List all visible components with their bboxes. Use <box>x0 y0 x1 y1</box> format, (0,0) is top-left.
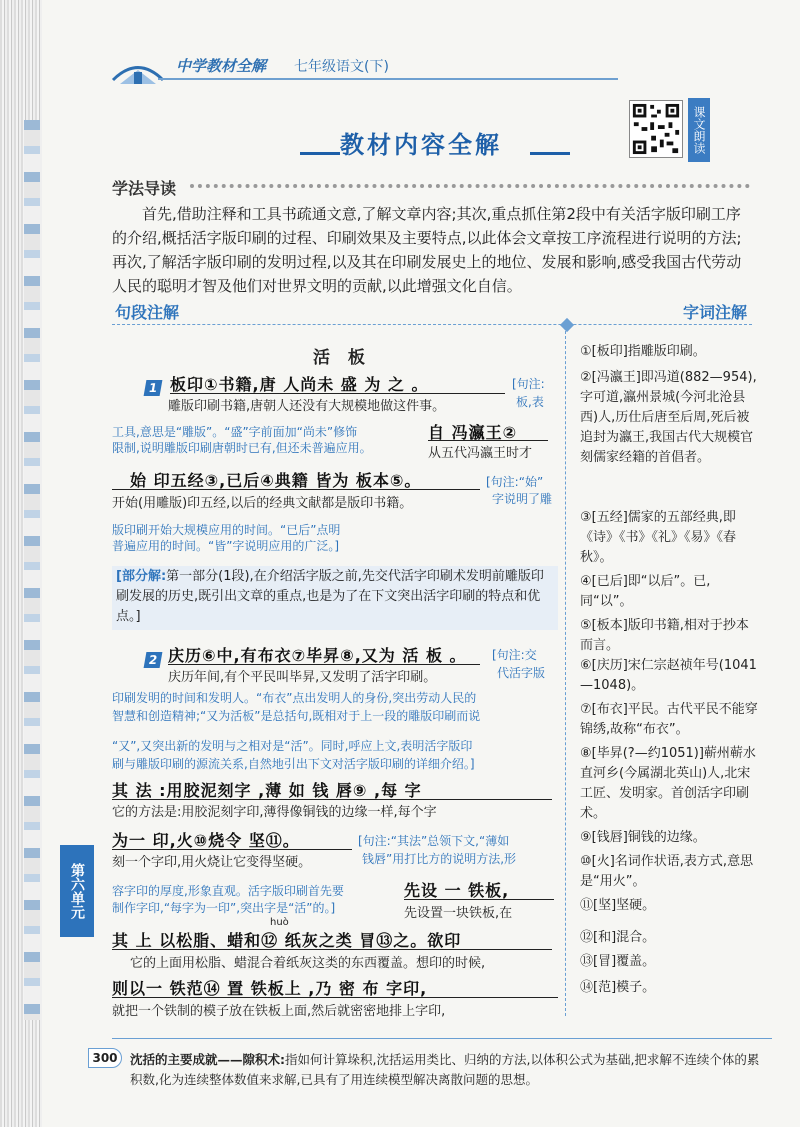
sentence-note: 容字印的厚度,形象直观。活字版印刷首先要 <box>112 884 344 898</box>
original-line: 板印①书籍,唐 人尚未 盛 为 之 。 <box>170 375 429 394</box>
original-line: 则以一 铁范⑭ 置 铁板上 ,乃 密 布 字印, <box>112 979 428 998</box>
sentence-note: 字说明了雕 <box>492 492 553 506</box>
underline <box>428 440 548 441</box>
pinyin-annotation: huò <box>270 917 289 928</box>
sentence-note: [句注: <box>512 377 545 391</box>
original-line: 其 上 以松脂、蜡和⑫ 纸灰之类 冒⑬之。欲印 <box>112 931 462 950</box>
underline <box>168 664 480 665</box>
translation-line: 开始(用雕版)印五经,以后的经典文献都是版印书籍。 <box>112 496 413 511</box>
word-notes-heading: 字词注解 <box>683 303 748 322</box>
underline <box>112 799 552 800</box>
underline <box>112 949 552 950</box>
word-note: ⑦[布衣]平民。古代平民不能穿锦绣,故称“布衣”。 <box>580 702 758 737</box>
word-note: ⑤[板本]版印书籍,相对于抄本而言。 <box>580 618 749 653</box>
word-note: ⑪[坚]坚硬。 <box>580 898 656 913</box>
analysis-text: 第一部分(1段),在介绍活字版之前,先交代活字印刷术发明前雕版印刷发展的历史,既引出文章的重点,也是为了在下文突出活字印刷的特点和优点。] <box>116 569 544 624</box>
translation-line: 庆历年间,有个平民叫毕昇,又发明了活字印刷。 <box>168 670 437 685</box>
underline <box>112 849 352 850</box>
study-guide-heading: 学法导读 <box>112 179 177 198</box>
word-note: ⑭[范]模子。 <box>580 980 656 995</box>
sentence-note: [句注:交 <box>492 648 537 662</box>
study-guide-text: 首先,借助注释和工具书疏通文意,了解文章内容;其次,重点抓住第2段中有关活字版印刷工序的介绍,概括活字版印刷的过程、印刷效果及主要特点,以此体会文章按工序流程进行说明的方法;再次,了解活字版印刷的发明过程,以及其在印刷发展史上的地位、发展和影响,感受我国古代劳动人民的聪明才智及他们对世界文明的贡献,以此增强文化自信。 <box>112 205 742 295</box>
column-divider <box>565 326 566 1016</box>
translation-line: 雕版印刷书籍,唐朝人还没有大规模地做这件事。 <box>168 399 446 414</box>
translation-line: 刻一个字印,用火烧让它变得坚硬。 <box>112 855 312 870</box>
title-decor-left <box>300 152 340 155</box>
word-note: ⑩[火]名词作状语,表方式,意思是“用火”。 <box>580 854 754 889</box>
translation-line: 先设置一块铁板,在 <box>404 906 513 921</box>
sentence-note: [句注:“始” <box>486 475 544 489</box>
sentence-note: 智慧和创造精神;“又为活板”是总括句,既相对于上一段的雕版印刷而说 <box>112 709 481 723</box>
column-rule <box>112 324 752 325</box>
word-note: ④[已后]即“以后”。已,同“以”。 <box>580 574 711 609</box>
original-line: 先设 一 铁板, <box>404 881 510 900</box>
sentence-note: 代活字版 <box>497 666 546 680</box>
word-note: ⑫[和]混合。 <box>580 930 656 945</box>
page-number: 300 <box>88 1048 122 1068</box>
footer-rule <box>112 1038 772 1039</box>
original-line: 庆历⑥中,有布衣⑦毕昇⑧,又为 活 板 。 <box>168 646 467 665</box>
paragraph-number: 2 <box>144 652 163 668</box>
analysis-label: [部分解: <box>116 569 167 584</box>
paragraph-number: 1 <box>144 380 163 396</box>
sentence-note: 印刷发明的时间和发明人。“布衣”点出发明人的身份,突出劳动人民的 <box>112 691 477 705</box>
word-note: ①[板印]指雕版印刷。 <box>580 344 706 359</box>
original-line: 其 法 :用胶泥刻字 ,薄 如 钱 唇⑨ ,每 字 <box>112 781 422 800</box>
sentence-notes-heading: 句段注解 <box>115 303 180 322</box>
translation-line: 它的方法是:用胶泥刻字印,薄得像铜钱的边缘一样,每个字 <box>112 805 437 820</box>
original-line: 始 印五经③,已后④典籍 皆为 板本⑤。 <box>130 471 422 490</box>
word-note: ③[五经]儒家的五部经典,即《诗》《书》《礼》《易》《春秋》。 <box>580 510 737 565</box>
word-note: ⑬[冒]覆盖。 <box>580 954 656 969</box>
underline <box>112 489 480 490</box>
word-note: ⑨[钱唇]铜钱的边缘。 <box>580 830 706 845</box>
translation-line: 它的上面用松脂、蜡混合着纸灰这类的东西覆盖。想印的时候, <box>130 956 486 971</box>
sentence-note: 工具,意思是“雕版”。“盛”字前面加“尚未”修饰 <box>112 425 358 439</box>
rule-diamond <box>560 318 574 332</box>
book-logo-icon <box>108 50 168 88</box>
text-title: 活 板 <box>313 348 371 368</box>
audio-reading-label[interactable]: 课文朗读 <box>688 98 710 162</box>
footer-note <box>130 1050 770 1090</box>
running-header <box>58 30 800 90</box>
sentence-note: 限制,说明雕版印刷唐朝时已有,但还未普遍应用。 <box>112 441 372 455</box>
original-line: 为一 印,火⑩烧令 坚⑪。 <box>112 831 300 850</box>
header-rule <box>158 78 618 80</box>
unit-tab[interactable]: 第六单元 <box>60 845 94 937</box>
word-note: ②[冯瀛王]即冯道(882—954),字可道,瀛州景城(今河北沧县西)人,历仕后唐至后周,死后被追封为瀛王,我国古代大规模官刻儒家经籍的首倡者。 <box>580 370 757 465</box>
title-decor-right <box>530 152 570 155</box>
section-analysis <box>112 566 558 630</box>
grade-label: 七年级语文(下) <box>294 59 389 75</box>
dotted-rule <box>190 184 750 188</box>
original-line: 自 冯瀛王② <box>428 423 518 442</box>
footer-text: 指如何计算垛积,沈括运用类比、归纳的方法,以体积公式为基础,把求解不连续个体的累积数,化为连续整体数值来求解,已具有了用连续模型解决离散问题的思想。 <box>130 1052 760 1087</box>
footer-title: 沈括的主要成就——隙积术: <box>130 1052 285 1067</box>
word-note: ⑥[庆历]宋仁宗赵祯年号(1041—1048)。 <box>580 658 757 693</box>
sentence-note: 刷与雕版印刷的源流关系,自然地引出下文对活字版印刷的详细介绍。] <box>112 757 475 771</box>
sentence-note: “又”,又突出新的发明与之相对是“活”。同时,呼应上文,表明活字版印 <box>112 739 473 753</box>
sentence-note: 板,表 <box>516 395 544 409</box>
sentence-note: [句注:“其法”总领下文,“薄如 <box>358 834 510 848</box>
qr-code-icon[interactable] <box>629 100 683 158</box>
sentence-note: 普遍应用的时间。“皆”字说明应用的广泛。] <box>112 539 340 553</box>
sentence-note: 版印刷开始大规模应用的时间。“已后”点明 <box>112 523 341 537</box>
word-note: ⑧[毕昇(?—约1051)]蕲州蕲水直河乡(今属湖北英山)人,北宋工匠、发明家。首创活字印刷术。 <box>580 746 756 821</box>
page-title: 教材内容全解 <box>340 131 502 159</box>
translation-line: 从五代冯瀛王时才 <box>428 446 533 461</box>
underline <box>170 393 505 394</box>
underline <box>404 899 554 900</box>
sentence-note: 钱唇”用打比方的说明方法,形 <box>362 852 517 866</box>
series-name: 中学教材全解 <box>176 57 267 75</box>
translation-line: 就把一个铁制的模子放在铁板上面,然后就密密地排上字印, <box>112 1004 446 1019</box>
underline <box>112 997 558 998</box>
page-index-tabs <box>24 120 40 1020</box>
sentence-note: 制作字印,“每字为一印”,突出字是“活”的。] <box>112 901 336 915</box>
